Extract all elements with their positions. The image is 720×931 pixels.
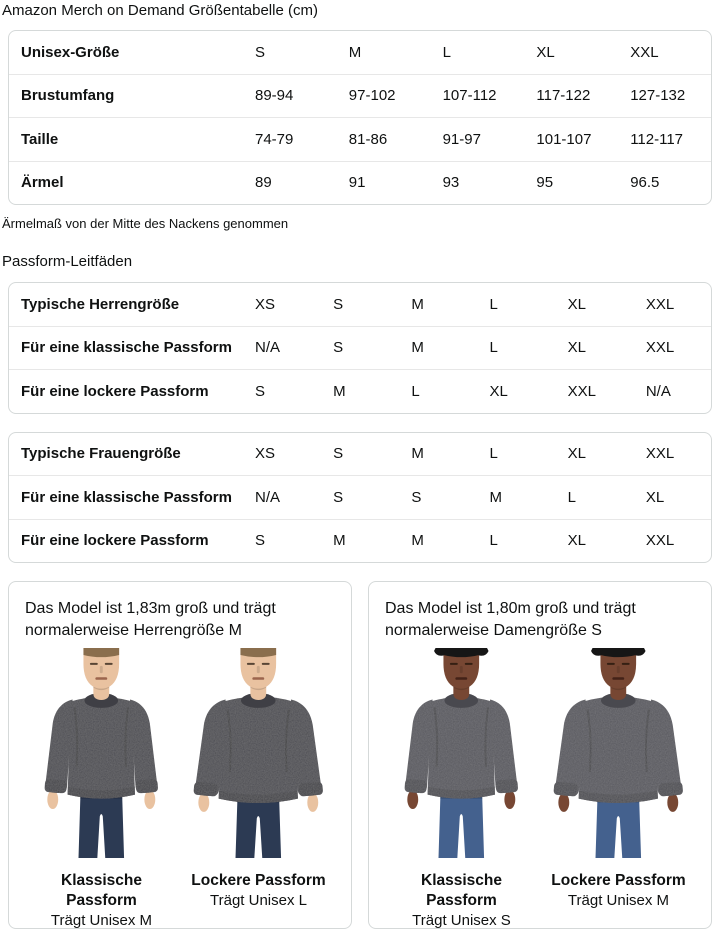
- table-row: [9, 283, 711, 326]
- cell-value: L: [489, 532, 498, 550]
- size-caption: Trägt Unisex M: [567, 892, 670, 909]
- size-table: [8, 30, 712, 205]
- cell-value: XL: [567, 445, 587, 463]
- cell-value: XXL: [645, 532, 675, 550]
- table-row: [9, 369, 711, 413]
- row-label: Für eine klassische Passform: [21, 339, 232, 357]
- table-row: [9, 475, 711, 519]
- table-header-row: [9, 31, 711, 74]
- cell-value: 91: [348, 174, 366, 192]
- cell-value: XXL: [567, 382, 597, 400]
- model-description: Das Model ist 1,80m groß und trägt normalerweise Damengröße S: [385, 600, 636, 639]
- cell-value: M: [411, 532, 424, 550]
- cell-value: XL: [567, 339, 587, 357]
- model-cards: [8, 581, 712, 929]
- table-row: [9, 74, 711, 118]
- photo-caption: [25, 871, 178, 931]
- row-label: Typische Herrengröße: [21, 295, 180, 313]
- cell-value: XL: [645, 488, 665, 506]
- size-caption: Trägt Unisex S: [412, 912, 511, 929]
- fit-caption: Klassische Passform: [61, 872, 142, 909]
- cell-value: N/A: [255, 488, 281, 506]
- model-photo-classic-fit: [385, 648, 538, 858]
- cell-value: L: [489, 295, 498, 313]
- mens-fit-table: [8, 282, 712, 414]
- cell-value: 107-112: [442, 87, 497, 105]
- table-row: [9, 326, 711, 370]
- model-photo-loose-fit: [182, 648, 335, 858]
- model-description: Das Model ist 1,83m groß und trägt normalerweise Herrengröße M: [25, 600, 276, 639]
- row-label: Typische Frauengröße: [21, 445, 181, 463]
- page-title: Amazon Merch on Demand Größentabelle (cm): [2, 2, 318, 19]
- cell-value: XS: [255, 445, 276, 463]
- cell-value: XXL: [645, 445, 675, 463]
- male-model-loose-fit-figure: [184, 648, 333, 858]
- cell-value: S: [333, 295, 344, 313]
- cell-value: 89-94: [255, 87, 294, 105]
- cell-value: S: [411, 488, 422, 506]
- female-model-classic-fit-figure: [387, 648, 536, 858]
- row-label: Für eine lockere Passform: [21, 532, 209, 550]
- cell-value: 96.5: [630, 174, 660, 192]
- cell-value: M: [333, 532, 346, 550]
- cell-value: 91-97: [442, 130, 481, 148]
- cell-value: S: [333, 339, 344, 357]
- cell-value: XL: [567, 295, 587, 313]
- cell-value: S: [333, 445, 344, 463]
- cell-value: 97-102: [348, 87, 396, 105]
- cell-value: 81-86: [348, 130, 388, 148]
- row-label: Für eine klassische Passform: [21, 488, 232, 506]
- model-card-womens: [368, 581, 712, 929]
- photo-caption: [182, 871, 335, 931]
- cell-value: XL: [489, 382, 508, 400]
- cell-value: S: [255, 382, 266, 400]
- cell-value: S: [255, 43, 266, 61]
- table-row: [9, 519, 711, 563]
- cell-value: M: [348, 43, 362, 61]
- row-label: Taille: [21, 130, 59, 148]
- cell-value: L: [489, 445, 498, 463]
- cell-value: 89: [255, 174, 272, 192]
- cell-value: M: [411, 295, 424, 313]
- cell-value: XXL: [645, 295, 675, 313]
- fit-guides-title: Passform-Leitfäden: [2, 253, 133, 270]
- cell-value: XL: [567, 532, 587, 550]
- model-photo-loose-fit: [542, 648, 695, 858]
- size-caption: Trägt Unisex L: [210, 892, 307, 909]
- cell-value: M: [333, 382, 346, 400]
- cell-value: M: [411, 445, 424, 463]
- cell-value: XL: [536, 43, 555, 61]
- model-card-mens: [8, 581, 352, 929]
- photo-caption: [385, 871, 538, 931]
- cell-value: 117-122: [536, 87, 591, 105]
- row-label: Für eine lockere Passform: [21, 382, 209, 400]
- cell-value: L: [567, 488, 576, 506]
- cell-value: N/A: [255, 339, 281, 357]
- cell-value: 112-117: [630, 130, 684, 148]
- cell-value: M: [489, 488, 502, 506]
- cell-value: 93: [442, 174, 460, 192]
- cell-value: S: [333, 488, 344, 506]
- womens-fit-table: [8, 432, 712, 564]
- male-model-classic-fit-figure: [27, 648, 176, 858]
- sleeve-measure-note: Ärmelmaß von der Mitte des Nackens genommen: [2, 216, 289, 231]
- cell-value: XS: [255, 295, 276, 313]
- model-photo-classic-fit: [25, 648, 178, 858]
- cell-value: XXL: [645, 339, 675, 357]
- size-caption: Trägt Unisex M: [50, 912, 153, 929]
- cell-value: 74-79: [255, 130, 294, 148]
- cell-value: L: [489, 339, 498, 357]
- photo-caption: [542, 871, 695, 931]
- cell-value: 101-107: [536, 130, 592, 148]
- cell-value: L: [442, 43, 451, 61]
- fit-caption: Klassische Passform: [421, 872, 502, 909]
- cell-value: S: [255, 532, 266, 550]
- row-label: Unisex-Größe: [21, 43, 120, 61]
- fit-caption: Lockere Passform: [551, 872, 686, 889]
- cell-value: L: [411, 382, 420, 400]
- fit-caption: Lockere Passform: [191, 872, 326, 889]
- table-row: [9, 433, 711, 476]
- cell-value: XXL: [630, 43, 659, 61]
- row-label: Brustumfang: [21, 87, 115, 105]
- cell-value: 95: [536, 174, 554, 192]
- table-row: [9, 161, 711, 205]
- cell-value: 127-132: [630, 87, 686, 105]
- row-label: Ärmel: [21, 174, 64, 192]
- table-row: [9, 117, 711, 161]
- cell-value: N/A: [645, 382, 671, 400]
- female-model-loose-fit-figure: [544, 648, 693, 858]
- cell-value: M: [411, 339, 424, 357]
